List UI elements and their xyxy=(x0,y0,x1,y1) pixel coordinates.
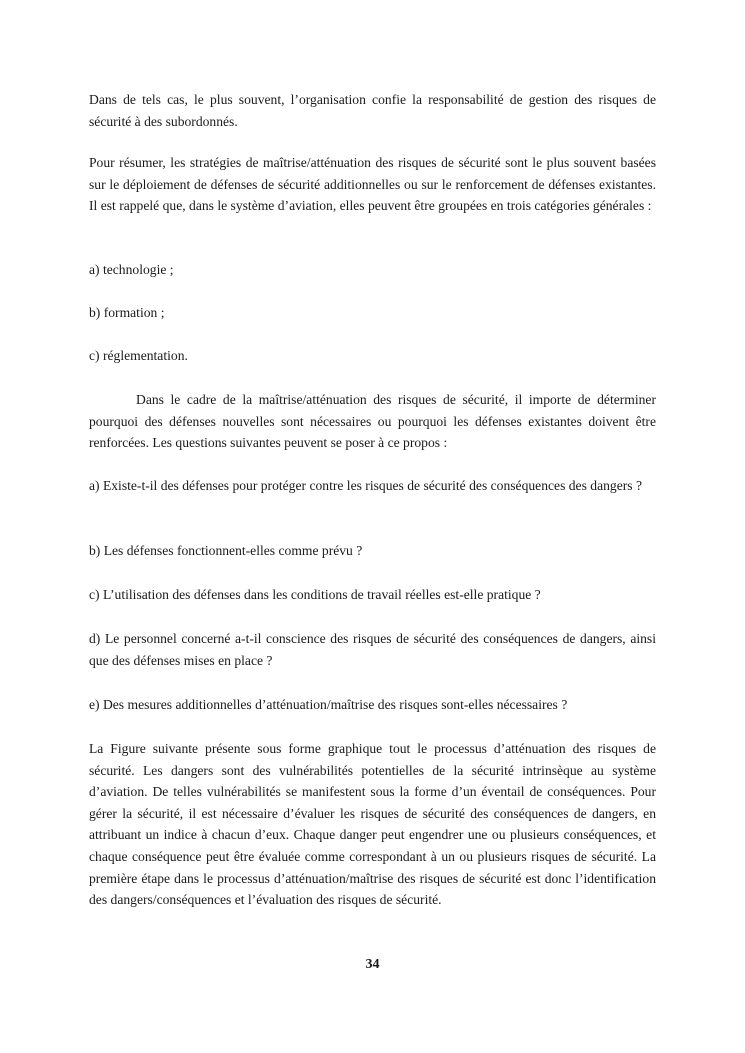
list-item-formation: b) formation ; xyxy=(89,305,165,320)
question-c: c) L’utilisation des défenses dans les conditions de travail réelles est-elle pratique ? xyxy=(89,587,541,602)
list-item-technologie: a) technologie ; xyxy=(89,262,174,277)
question-b: b) Les défenses fonctionnent-elles comme prévu ? xyxy=(89,543,363,558)
question-d: d) Le personnel concerné a-t-il conscience des risques de sécurité des conséquences de dangers, ainsi que des défenses mises en place ? xyxy=(89,631,656,668)
paragraph-responsabilite: Dans de tels cas, le plus souvent, l’organisation confie la responsabilité de gestion des risques de sécurité à des subordonnés. xyxy=(89,92,656,129)
list-item-reglementation: c) réglementation. xyxy=(89,348,188,363)
question-a: a) Existe-t-il des défenses pour protéger contre les risques de sécurité des conséquences des dangers ? xyxy=(89,478,642,493)
paragraph-cadre-maitrise: Dans le cadre de la maîtrise/atténuation des risques de sécurité, il importe de déterminer pourquoi des défenses nouvelles sont nécessaires ou pourquoi les défenses existantes doivent être renforcées. Les questions suivantes peuvent se poser à ce propos : xyxy=(89,392,656,451)
question-e: e) Des mesures additionnelles d’atténuation/maîtrise des risques sont-elles nécessaires ? xyxy=(89,697,568,712)
paragraph-figure-processus: La Figure suivante présente sous forme graphique tout le processus d’atténuation des risques de sécurité. Les dangers sont des vulnérabilités potentielles de la sécurité intrinsèque au système d’aviation. De telles vulnérabilités se manifestent sous la forme d’un éventail de conséquences. Pour gérer la sécurité, il est nécessaire d’évaluer les risques de sécurité des conséquences de dangers, en attribuant un indice à chacun d’eux. Chaque danger peut engendrer une ou plusieurs conséquences, et chaque conséquence peut être évaluée comme correspondant à un ou plusieurs risques de sécurité. La première étape dans le processus d’atténuation/maîtrise des risques de sécurité est donc l’identification des dangers/conséquences et l’évaluation des risques de sécurité. xyxy=(89,741,656,908)
page-number: 34 xyxy=(365,957,380,972)
paragraph-resume-strategies: Pour résumer, les stratégies de maîtrise/atténuation des risques de sécurité sont le plus souvent basées sur le déploiement de défenses de sécurité additionnelles ou sur le renforcement de défenses existantes. Il est rappelé que, dans le système d’aviation, elles peuvent être groupées en trois catégories générales : xyxy=(89,155,656,214)
